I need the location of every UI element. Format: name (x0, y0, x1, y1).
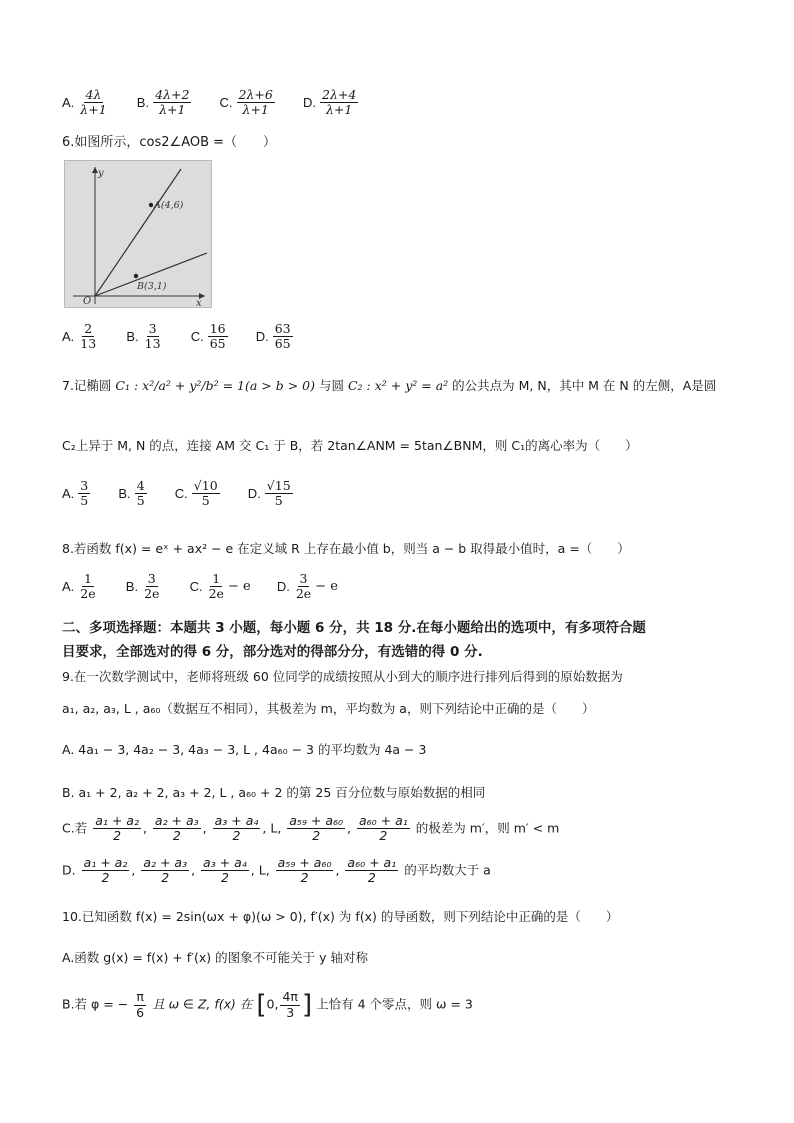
ray-oa (95, 169, 181, 296)
q8-option-b: B. $\frac{3}{2e}$ (125, 571, 160, 602)
q8-options (62, 572, 360, 602)
q8-option-d: D. $\frac{3}{2e}$ − e (276, 571, 338, 602)
q8-option-c: C. $\frac{1}{2e}$ − e (189, 571, 251, 602)
q6-options (62, 322, 317, 352)
q7-option-b: B. $\frac{4}{5}$ (118, 478, 145, 509)
q8-stem: 8.若函数 f(x) = eˣ + ax² − e 在定义域 R 上存在最小值 b，则当 a − b 取得最小值时，a =（ ） (62, 541, 630, 556)
q10-option-a: A.函数 g(x) = f(x) + f′(x) 的图象不可能关于 y 轴对称 (62, 950, 368, 965)
q9-line2: a₁, a₂, a₃, L , a₆₀（数据互不相同），其极差为 m，平均数为 a，则下列结论中正确的是（ ） (62, 701, 595, 716)
q9-option-c: C.若 $\frac{\text{a₁ + a₂}}{2}$ , $\frac{\text{a₂ + a₃}}{2}$ , $\frac{\text{a₃ + a₄}}{2}$ , L, $\frac{\text{a₅₉ + a₆₀}}{2}$ , $\frac{\text{a₆₀ + a₁}}{2}$ 的极差为 m′，则 m′ < m (62, 813, 560, 844)
point-a-label: A(4,6) (154, 200, 184, 211)
q6-option-c: C. $\frac{16}{65}$ (190, 321, 226, 352)
q5-option-a: A. $\frac{4\lambda}{\lambda+1}$ (62, 87, 107, 118)
q7-options (62, 479, 317, 509)
q7-option-c: C. $\frac{√10}{5}$ (174, 478, 218, 509)
interval-left-bracket: [ (256, 990, 267, 1020)
q8-option-a: A. $\frac{1}{2e}$ (62, 571, 96, 602)
point-b-label: B(3,1) (137, 281, 167, 292)
q6-option-d: D. $\frac{63}{65}$ (255, 321, 291, 352)
section-2-line1: 二、多项选择题：本题共 3 小题，每小题 6 分，共 18 分.在每小题给出的选项中，有多项符合题 (62, 620, 646, 636)
q6-option-b: B. $\frac{3}{13}$ (126, 321, 161, 352)
q5-options (62, 88, 382, 118)
point-b (134, 274, 138, 278)
point-a (149, 203, 153, 207)
q5-option-b: B. $\frac{4\lambda+2}{\lambda+1}$ (136, 87, 190, 118)
q5-option-c: C. $\frac{2\lambda+6}{\lambda+1}$ (219, 87, 273, 118)
section-2-line2: 目要求，全部选对的得 6 分，部分选对的得部分分，有选错的得 0 分. (62, 644, 483, 660)
q7-line2: C₂上异于 M, N 的点，连接 AM 交 C₁ 于 B，若 2tan∠ANM = 5tan∠BNM，则 C₁的离心率为（ ） (62, 438, 638, 453)
q10-option-b: B.若 φ = − $\frac{\pi}{6}$ 且 ω ∈ Z, f(x) 在 [0, $\frac{4\pi}{3}$ ] 上恰有 4 个零点，则 ω = 3 (62, 989, 473, 1020)
q6-stem: 6.如图所示，cos2∠AOB =（ ） (62, 135, 277, 150)
q9-line1: 9.在一次数学测试中，老师将班级 60 位同学的成绩按照从小到大的顺序进行排列后得到的原始数据为 (62, 669, 623, 684)
interval-right-bracket: ] (301, 990, 313, 1020)
q7-line1: 7.记椭圆 C₁ : x²/a² + y²/b² = 1(a > b > 0) 与圆 C₂ : x² + y² = a² 的公共点为 M, N，其中 M 在 N 的左侧，A是圆 (62, 378, 717, 393)
x-axis-label: x (196, 298, 202, 307)
q6-figure (64, 160, 212, 308)
y-axis-label: y (98, 168, 104, 179)
q6-option-a: A. $\frac{2}{13}$ (62, 321, 97, 352)
q5-option-d: D. $\frac{2\lambda+4}{\lambda+1}$ (303, 87, 357, 118)
q7-option-d: D. $\frac{√15}{5}$ (247, 478, 291, 509)
q6-coordinate-diagram (65, 161, 211, 307)
q7-option-a: A. $\frac{3}{5}$ (62, 478, 89, 509)
q9-option-a: A. 4a₁ − 3, 4a₂ − 3, 4a₃ − 3, L , 4a₆₀ − 3 的平均数为 4a − 3 (62, 742, 427, 757)
origin-label: O (83, 296, 92, 307)
q10-stem: 10.已知函数 f(x) = 2sin(ωx + φ)(ω > 0), f′(x) 为 f(x) 的导函数，则下列结论中正确的是（ ） (62, 909, 619, 924)
q9-option-b: B. a₁ + 2, a₂ + 2, a₃ + 2, L , a₆₀ + 2 的第 25 百分位数与原始数据的相同 (62, 785, 486, 800)
q9-option-d: D. $\frac{\text{a₁ + a₂}}{2}$ , $\frac{\text{a₂ + a₃}}{2}$ , $\frac{\text{a₃ + a₄}}{2}$ , L, $\frac{\text{a₅₉ + a₆₀}}{2}$ , $\frac{\text{a₆₀ + a₁}}{2}$ 的平均数大于 a (62, 855, 491, 886)
